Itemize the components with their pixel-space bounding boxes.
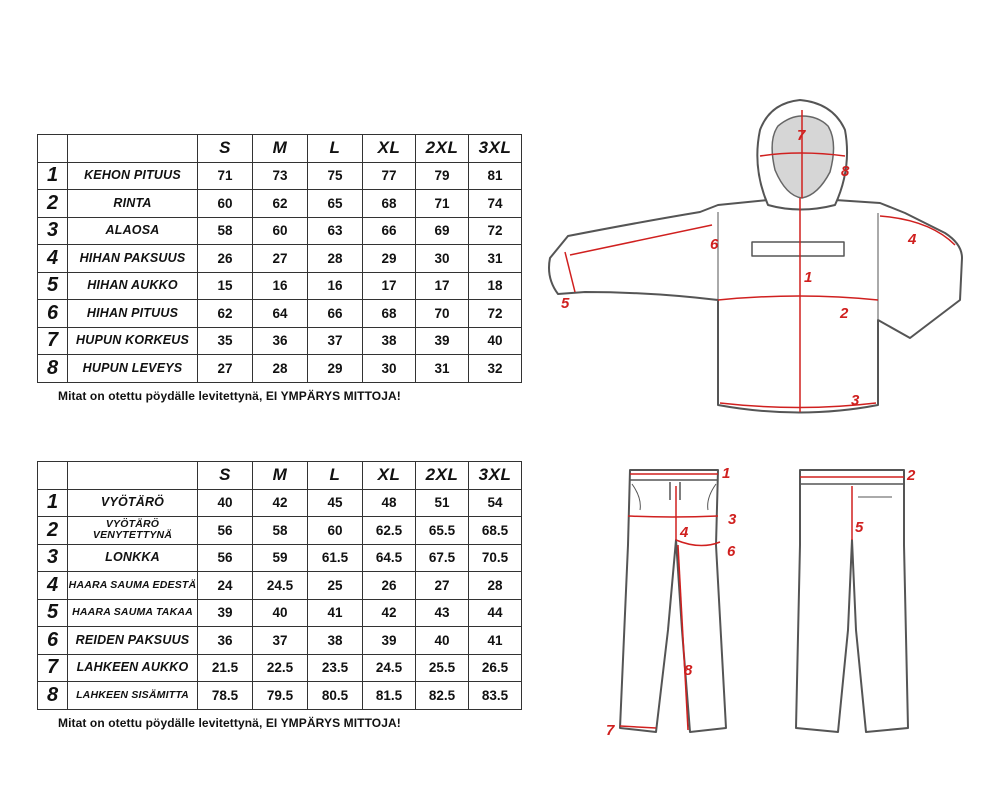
pants-label-8: 8 bbox=[684, 662, 693, 679]
measurement-value: 75 bbox=[308, 162, 363, 190]
size-header: XL bbox=[363, 135, 416, 163]
measurement-value: 58 bbox=[198, 217, 253, 245]
measurement-value: 41 bbox=[469, 627, 522, 655]
measurement-value: 15 bbox=[198, 272, 253, 300]
measurement-value: 79 bbox=[416, 162, 469, 190]
measurement-value: 66 bbox=[308, 300, 363, 328]
hoodie-diagram bbox=[549, 100, 962, 413]
row-number: 7 bbox=[38, 327, 68, 355]
measurement-value: 68.5 bbox=[469, 517, 522, 545]
measurement-value: 27 bbox=[253, 245, 308, 273]
measurement-value: 17 bbox=[363, 272, 416, 300]
measurement-name: RINTA bbox=[68, 190, 198, 218]
measurement-value: 39 bbox=[198, 599, 253, 627]
measurement-value: 71 bbox=[198, 162, 253, 190]
hoodie-label-2: 2 bbox=[840, 305, 849, 322]
row-number: 6 bbox=[38, 300, 68, 328]
hoodie-label-7: 7 bbox=[797, 127, 806, 144]
measurement-name: HAARA SAUMA EDESTÄ bbox=[68, 572, 198, 600]
measurement-value: 79.5 bbox=[253, 682, 308, 710]
measurement-value: 61.5 bbox=[308, 544, 363, 572]
measurement-name: LONKKA bbox=[68, 544, 198, 572]
pants-label-4: 4 bbox=[680, 524, 689, 541]
measurement-value: 81.5 bbox=[363, 682, 416, 710]
row-number: 3 bbox=[38, 217, 68, 245]
measurement-value: 40 bbox=[253, 599, 308, 627]
measurement-value: 40 bbox=[469, 327, 522, 355]
measurement-name: REIDEN PAKSUUS bbox=[68, 627, 198, 655]
measurement-name: HIHAN PAKSUUS bbox=[68, 245, 198, 273]
measurement-name: HUPUN LEVEYS bbox=[68, 355, 198, 383]
measurement-value: 28 bbox=[253, 355, 308, 383]
size-header: 3XL bbox=[469, 462, 522, 490]
pants-back-label-5: 5 bbox=[855, 519, 864, 536]
row-number: 5 bbox=[38, 599, 68, 627]
measurement-value: 64.5 bbox=[363, 544, 416, 572]
measurement-value: 23.5 bbox=[308, 654, 363, 682]
hoodie-label-4: 4 bbox=[908, 231, 917, 248]
measurement-value: 54 bbox=[469, 489, 522, 517]
measurement-value: 25 bbox=[308, 572, 363, 600]
measurement-value: 80.5 bbox=[308, 682, 363, 710]
measurement-value: 18 bbox=[469, 272, 522, 300]
measurement-value: 30 bbox=[363, 355, 416, 383]
measurement-value: 62 bbox=[253, 190, 308, 218]
measurement-value: 28 bbox=[308, 245, 363, 273]
measurement-value: 70 bbox=[416, 300, 469, 328]
measurement-value: 42 bbox=[253, 489, 308, 517]
measurement-value: 26 bbox=[198, 245, 253, 273]
measurement-value: 27 bbox=[198, 355, 253, 383]
measurement-value: 37 bbox=[253, 627, 308, 655]
row-number: 2 bbox=[38, 517, 68, 545]
row-number: 8 bbox=[38, 355, 68, 383]
measurement-value: 62 bbox=[198, 300, 253, 328]
measurement-value: 37 bbox=[308, 327, 363, 355]
measurement-value: 73 bbox=[253, 162, 308, 190]
row-number: 8 bbox=[38, 682, 68, 710]
measurement-value: 63 bbox=[308, 217, 363, 245]
measurement-name: HAARA SAUMA TAKAA bbox=[68, 599, 198, 627]
measurement-value: 38 bbox=[363, 327, 416, 355]
measurement-value: 70.5 bbox=[469, 544, 522, 572]
measurement-name: HIHAN PITUUS bbox=[68, 300, 198, 328]
measurement-value: 27 bbox=[416, 572, 469, 600]
row-number: 2 bbox=[38, 190, 68, 218]
size-header: S bbox=[198, 462, 253, 490]
hoodie-label-5: 5 bbox=[561, 295, 570, 312]
measurement-value: 68 bbox=[363, 300, 416, 328]
measurement-value: 62.5 bbox=[363, 517, 416, 545]
measurement-value: 48 bbox=[363, 489, 416, 517]
measurement-value: 38 bbox=[308, 627, 363, 655]
measurement-value: 39 bbox=[416, 327, 469, 355]
measurement-value: 83.5 bbox=[469, 682, 522, 710]
hoodie-label-6: 6 bbox=[710, 236, 719, 253]
measurement-value: 65 bbox=[308, 190, 363, 218]
pants-label-3: 3 bbox=[728, 511, 737, 528]
measurement-value: 59 bbox=[253, 544, 308, 572]
measurement-value: 72 bbox=[469, 217, 522, 245]
measurement-value: 67.5 bbox=[416, 544, 469, 572]
pants-front-diagram bbox=[620, 470, 726, 732]
measurement-value: 16 bbox=[308, 272, 363, 300]
row-number: 4 bbox=[38, 245, 68, 273]
measurement-value: 36 bbox=[198, 627, 253, 655]
pants-label-1: 1 bbox=[722, 465, 731, 482]
measurement-value: 22.5 bbox=[253, 654, 308, 682]
measurement-value: 82.5 bbox=[416, 682, 469, 710]
measurement-value: 17 bbox=[416, 272, 469, 300]
measurement-value: 31 bbox=[416, 355, 469, 383]
row-number: 7 bbox=[38, 654, 68, 682]
measurement-value: 26.5 bbox=[469, 654, 522, 682]
measurement-value: 32 bbox=[469, 355, 522, 383]
measurement-value: 16 bbox=[253, 272, 308, 300]
measurement-value: 36 bbox=[253, 327, 308, 355]
size-header: S bbox=[198, 135, 253, 163]
measurement-value: 40 bbox=[198, 489, 253, 517]
measurement-value: 45 bbox=[308, 489, 363, 517]
measurement-value: 26 bbox=[363, 572, 416, 600]
measurement-value: 21.5 bbox=[198, 654, 253, 682]
measurement-value: 78.5 bbox=[198, 682, 253, 710]
measurement-value: 29 bbox=[363, 245, 416, 273]
measurement-name: LAHKEEN SISÄMITTA bbox=[68, 682, 198, 710]
measurement-name: KEHON PITUUS bbox=[68, 162, 198, 190]
row-number: 4 bbox=[38, 572, 68, 600]
size-header: 2XL bbox=[416, 462, 469, 490]
measurement-name: VYÖTÄRÖ VENYTETTYNÄ bbox=[68, 517, 198, 545]
measurement-value: 44 bbox=[469, 599, 522, 627]
measurement-value: 74 bbox=[469, 190, 522, 218]
size-header: 3XL bbox=[469, 135, 522, 163]
row-number: 1 bbox=[38, 162, 68, 190]
measurement-value: 39 bbox=[363, 627, 416, 655]
pants-front-outline bbox=[620, 470, 726, 732]
measurement-value: 58 bbox=[253, 517, 308, 545]
size-header: L bbox=[308, 462, 363, 490]
measurement-name: LAHKEEN AUKKO bbox=[68, 654, 198, 682]
pants-measurement-note: Mitat on otettu pöydälle levitettynä, EI YMPÄRYS MITTOJA! bbox=[58, 716, 401, 730]
size-header: M bbox=[253, 462, 308, 490]
measurement-value: 68 bbox=[363, 190, 416, 218]
measurement-value: 64 bbox=[253, 300, 308, 328]
row-number: 1 bbox=[38, 489, 68, 517]
measurement-value: 29 bbox=[308, 355, 363, 383]
measurement-value: 69 bbox=[416, 217, 469, 245]
measurement-name: ALAOSA bbox=[68, 217, 198, 245]
measurement-name: HUPUN KORKEUS bbox=[68, 327, 198, 355]
measurement-value: 24.5 bbox=[363, 654, 416, 682]
measurement-value: 60 bbox=[253, 217, 308, 245]
measurement-value: 24.5 bbox=[253, 572, 308, 600]
measurement-value: 65.5 bbox=[416, 517, 469, 545]
pants-label-6: 6 bbox=[727, 543, 736, 560]
measurement-value: 30 bbox=[416, 245, 469, 273]
size-header: L bbox=[308, 135, 363, 163]
size-header: 2XL bbox=[416, 135, 469, 163]
measurement-name: HIHAN AUKKO bbox=[68, 272, 198, 300]
measurement-value: 43 bbox=[416, 599, 469, 627]
measurement-value: 60 bbox=[308, 517, 363, 545]
measurement-value: 24 bbox=[198, 572, 253, 600]
measurement-value: 31 bbox=[469, 245, 522, 273]
measurement-name: VYÖTÄRÖ bbox=[68, 489, 198, 517]
measurement-value: 42 bbox=[363, 599, 416, 627]
measurement-value: 72 bbox=[469, 300, 522, 328]
hoodie-measurement-note: Mitat on otettu pöydälle levitettynä, EI YMPÄRYS MITTOJA! bbox=[58, 389, 401, 403]
measurement-value: 28 bbox=[469, 572, 522, 600]
measurement-value: 41 bbox=[308, 599, 363, 627]
size-header: M bbox=[253, 135, 308, 163]
row-number: 6 bbox=[38, 627, 68, 655]
measurement-value: 56 bbox=[198, 517, 253, 545]
measurement-value: 60 bbox=[198, 190, 253, 218]
row-number: 3 bbox=[38, 544, 68, 572]
row-number: 5 bbox=[38, 272, 68, 300]
measurement-value: 56 bbox=[198, 544, 253, 572]
pants-label-7: 7 bbox=[606, 722, 615, 739]
measurement-value: 71 bbox=[416, 190, 469, 218]
hoodie-label-1: 1 bbox=[804, 269, 813, 286]
size-header: XL bbox=[363, 462, 416, 490]
measurement-value: 40 bbox=[416, 627, 469, 655]
measurement-value: 81 bbox=[469, 162, 522, 190]
measurement-value: 66 bbox=[363, 217, 416, 245]
hoodie-label-3: 3 bbox=[851, 392, 860, 409]
hoodie-label-8: 8 bbox=[841, 163, 850, 180]
measurement-value: 25.5 bbox=[416, 654, 469, 682]
pants-back-label-2: 2 bbox=[907, 467, 916, 484]
hoodie-body-outline bbox=[549, 196, 962, 413]
hoodie-pocket bbox=[752, 242, 844, 256]
measurement-value: 77 bbox=[363, 162, 416, 190]
measurement-value: 35 bbox=[198, 327, 253, 355]
measurement-value: 51 bbox=[416, 489, 469, 517]
